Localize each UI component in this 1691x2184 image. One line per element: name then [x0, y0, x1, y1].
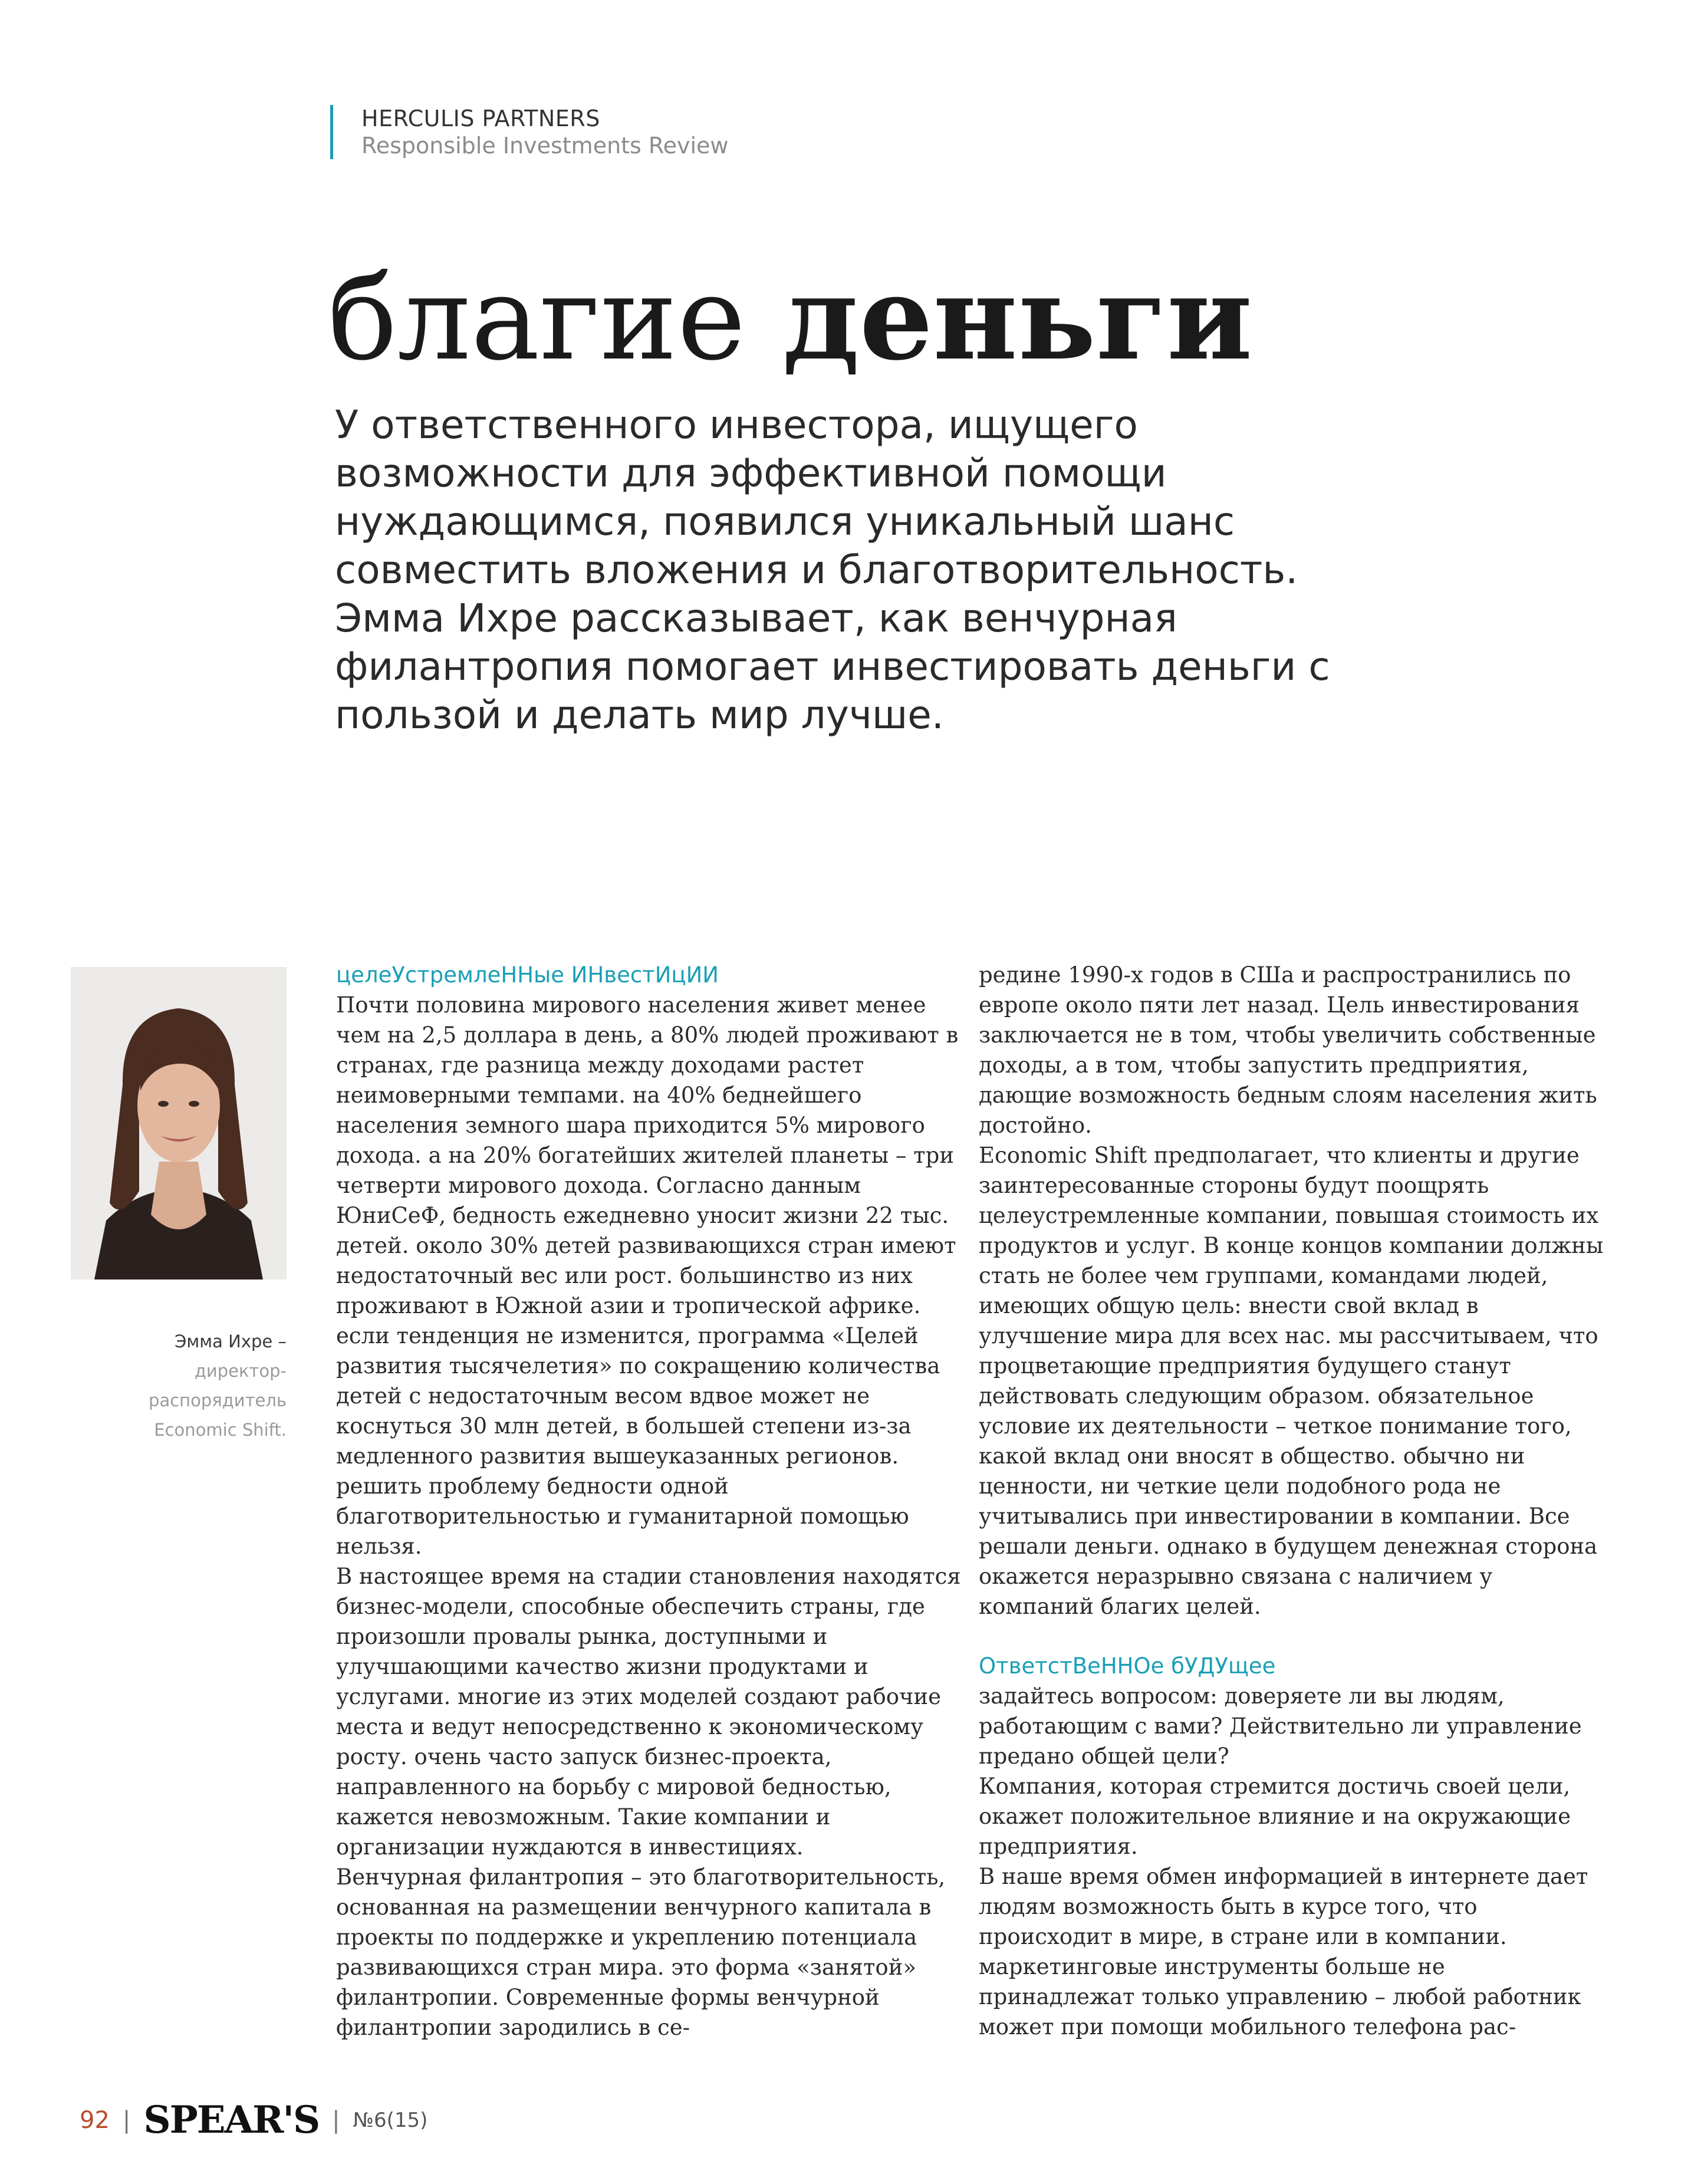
caption-company: Economic Shift.	[154, 1420, 287, 1440]
magazine-logo: SPEAR'S	[143, 2098, 320, 2142]
paragraph: В наше время обмен информацией в интернете дает людям возможность быть в курсе того, что происходит в мире, в стране или в компании. маркетинговые инструменты больше не принадлежат только управлению – любой работник может при помощи мобильного телефона рас-	[979, 1864, 1588, 2040]
article-column-2	[979, 960, 1604, 2042]
publication-header	[330, 105, 729, 159]
section-heading-future: ОтветстВеННОе бУДУщее	[979, 1653, 1276, 1679]
article-lead: У ответственного инвестора, ищущего возможности для эффективной помощи нуждающимся, появился уникальный шанс совместить вложения и благотворительность. Эмма Ихре рассказывает, как венчурная филантропия помогает инвестировать деньги с пользой и делать мир лучше.	[335, 402, 1330, 738]
page-number: 92	[80, 2107, 110, 2134]
paragraph: Economic Shift предполагает, что клиенты и другие заинтересованные стороны будут поощрять целеустремленные компании, повышая стоимость их продуктов и услуг. В конце концов компании должны стать не более чем группами, командами людей, имеющих общую цель: внести свой вклад в улучшение мира для всех нас. мы рассчитываем, что процветающие предприятия будущего станут действовать следующим образом. обязательное условие их деятельности – четкое понимание того, какой вклад они вносят в общество. обычно ни ценности, ни четкие цели подобного рода не учитывались при инвестировании в компании. Все решали деньги. однако в будущем денежная сторона окажется неразрывно связана с наличием у компаний благих целей.	[979, 1143, 1604, 1619]
section-heading-investments: целеУстремлеННые ИНвестИцИИ	[336, 962, 719, 988]
paragraph: задайтесь вопросом: доверяете ли вы людям, работающим с вами? Действительно ли управление предано общей цели?	[979, 1683, 1582, 1769]
paragraph: Компания, которая стремится достичь своей цели, окажет положительное влияние и на окружающие предприятия.	[979, 1774, 1571, 1859]
publication-subtitle: Responsible Investments Review	[361, 133, 729, 159]
article-title	[328, 248, 1252, 390]
issue-number: №6(15)	[353, 2109, 428, 2132]
caption-name: Эмма Ихре –	[175, 1331, 287, 1351]
article-title-light: благие	[328, 252, 746, 386]
publication-brand: HERCULIS PARTNERS	[361, 106, 600, 131]
paragraph: решить проблему бедности одной благотворительностью и гуманитарной помощью нельзя.	[336, 1473, 909, 1559]
page-footer	[80, 2098, 428, 2142]
paragraph: В настоящее время на стадии становления находятся бизнес-модели, способные обеспечить страны, где произошли провалы рынка, доступными и улучшающими качество жизни продуктами и услугами. многие из этих моделей создают рабочие места и ведут непосредственно к экономическому росту. очень часто запуск бизнес-проекта, направленного на борьбу с мировой бедностью, кажется невозможным. Такие компании и организации нуждаются в инвестициях.	[336, 1564, 961, 1860]
caption-role-line1: директор-	[194, 1361, 287, 1381]
article-title-bold: деньги	[782, 251, 1253, 386]
photo-caption	[71, 1327, 287, 1445]
footer-separator: |	[122, 2107, 131, 2134]
paragraph: редине 1990-х годов в СШа и распространились по европе около пяти лет назад. Цель инвестирования заключается не в том, чтобы увеличить собственные доходы, а в том, чтобы запустить предприятия, дающие возможность бедным слоям населения жить достойно.	[979, 962, 1597, 1138]
article-column-1	[336, 960, 961, 2042]
footer-separator: |	[332, 2107, 340, 2134]
author-photo	[71, 967, 287, 1280]
paragraph: Венчурная филантропия – это благотворительность, основанная на размещении венчурного капитала в проекты по поддержке и укреплению потенциала развивающихся стран мира. это форма «занятой» филантропии. Современные формы венчурной филантропии зародились в се-	[336, 1864, 946, 2040]
caption-role-line2: распорядитель	[149, 1390, 287, 1410]
paragraph: Почти половина мирового населения живет менее чем на 2,5 доллара в день, а 80% людей проживают в странах, где разница между доходами растет неимоверными темпами. на 40% беднейшего населения земного шара приходится 5% мирового дохода. а на 20% богатейших жителей планеты – три четверти мирового дохода. Согласно данным ЮниСеФ, бедность ежедневно уносит жизни 22 тыс. детей. около 30% детей развивающихся стран имеют недостаточный вес или рост. большинство из них проживают в Южной азии и тропической африке. если тенденция не изменится, программа «Целей развития тысячелетия» по сокращению количества детей с недостаточным весом вдвое может не коснуться 30 млн детей, в большей степени из-за медленного развития вышеуказанных регионов.	[336, 992, 959, 1469]
